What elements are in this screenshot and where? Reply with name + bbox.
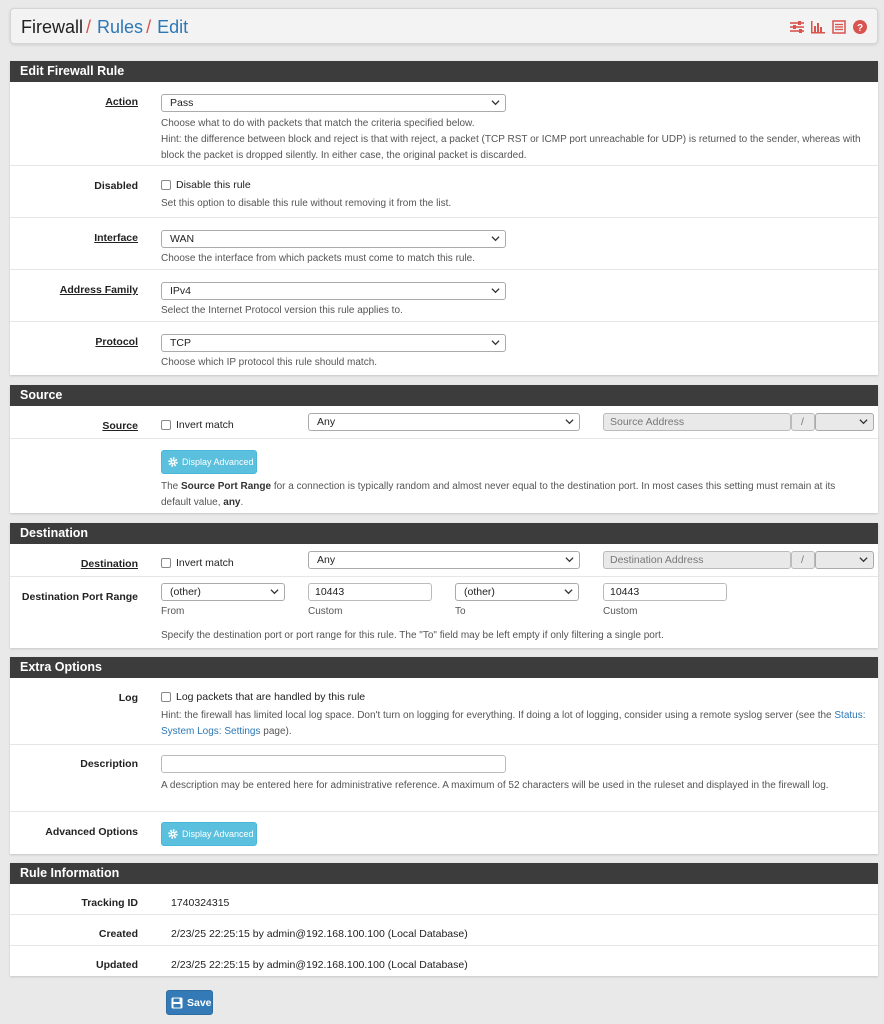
tracking-id-value: 1740324315	[171, 897, 230, 909]
source-panel	[10, 385, 878, 513]
source-row	[10, 406, 878, 439]
custom-caption: Custom	[603, 606, 638, 617]
panel-heading: Edit Firewall Rule	[10, 61, 878, 82]
checkbox-box[interactable]	[161, 692, 171, 702]
disabled-help: Set this option to disable this rule without removing it from the list.	[161, 198, 452, 209]
breadcrumb-separator: /	[146, 17, 152, 37]
interface-help: Choose the interface from which packets must come to match this rule.	[161, 253, 476, 264]
help-text: The	[161, 481, 182, 492]
created-label: Created	[98, 928, 138, 940]
to-caption: To	[455, 606, 466, 617]
created-value: 2/23/25 22:25:15 by admin@192.168.100.100 (Local Database)	[171, 928, 468, 940]
action-select[interactable]	[161, 94, 506, 112]
log-label: Log	[118, 692, 138, 704]
address-family-help: Select the Internet Protocol version this rule applies to.	[161, 305, 403, 316]
protocol-label: Protocol	[95, 336, 138, 348]
action-help	[161, 116, 868, 164]
help-icon[interactable]	[853, 20, 867, 34]
help-bold: any	[223, 497, 241, 508]
protocol-select[interactable]	[161, 334, 506, 352]
address-family-label: Address Family	[59, 284, 138, 296]
gear-icon	[167, 456, 179, 468]
source-type-select[interactable]	[308, 413, 580, 431]
chevron-down-icon	[565, 555, 574, 564]
interface-select[interactable]	[161, 230, 506, 248]
breadcrumb-rules-link[interactable]: Rules	[97, 17, 144, 37]
help-text: page).	[260, 726, 292, 737]
page-header	[10, 8, 878, 44]
action-help-line: Choose what to do with packets that match the criteria specified below.	[161, 118, 475, 129]
help-text: Hint: the firewall has limited local log space. Don't turn on logging for everything. If doing a lot of logging, consider using a remote syslog server (see the	[161, 710, 835, 721]
description-help: A description may be entered here for administrative reference. A maximum of 52 characters will be used in the ruleset and displayed in the firewall log.	[161, 780, 829, 791]
gear-icon	[167, 828, 179, 840]
breadcrumb-separator: /	[86, 17, 92, 37]
button-label: Display Advanced	[182, 457, 254, 467]
disable-rule-checkbox[interactable]	[161, 179, 251, 191]
source-advanced-row	[10, 439, 878, 513]
destination-port-range-row	[10, 577, 878, 648]
checkbox-label: Invert match	[176, 419, 234, 431]
action-hint: Hint: the difference between block and reject is that with reject, a packet (TCP RST or ICMP port unreachable for UDP) is returned to the sender, whereas with block the packet is dropped silently. In either case, the original packet is discarded.	[161, 134, 861, 161]
help-text: for a connection is typically random and almost never equal to the destination port. In most cases this setting must remain at its default value,	[161, 481, 836, 508]
help-bold: Source Port Range	[181, 481, 272, 492]
system-logs-settings-link[interactable]: Status: System Logs: Settings	[161, 710, 866, 737]
chevron-down-icon	[859, 555, 868, 564]
protocol-help: Choose which IP protocol this rule should match.	[161, 357, 378, 368]
action-row	[10, 82, 878, 166]
bar-chart-icon[interactable]	[811, 20, 825, 34]
checkbox-box[interactable]	[161, 558, 171, 568]
port-to-select[interactable]	[455, 583, 579, 601]
interface-row	[10, 218, 878, 270]
extra-display-advanced-button[interactable]	[161, 822, 257, 846]
chevron-down-icon	[491, 234, 500, 243]
button-label: Display Advanced	[182, 829, 254, 839]
updated-row	[10, 946, 878, 976]
address-family-select[interactable]	[161, 282, 506, 300]
custom-caption: Custom	[308, 606, 343, 617]
edit-rule-panel	[10, 61, 878, 375]
chevron-down-icon	[491, 286, 500, 295]
destination-panel	[10, 523, 878, 648]
updated-value: 2/23/25 22:25:15 by admin@192.168.100.100 (Local Database)	[171, 959, 468, 971]
destination-type-value: Any	[317, 554, 336, 566]
created-row	[10, 915, 878, 946]
destination-invert-checkbox[interactable]	[161, 557, 234, 569]
from-caption: From	[161, 606, 185, 617]
panel-heading: Rule Information	[10, 863, 878, 884]
description-input[interactable]	[161, 755, 506, 773]
advanced-options-label: Advanced Options	[45, 826, 138, 838]
breadcrumb-firewall: Firewall	[21, 17, 84, 37]
disabled-row	[10, 166, 878, 218]
port-to-custom-input[interactable]: 10443	[603, 583, 727, 601]
port-from-value: (other)	[170, 586, 201, 598]
destination-mask-select[interactable]	[815, 551, 874, 569]
disabled-label: Disabled	[94, 180, 138, 192]
action-select-value: Pass	[170, 97, 194, 109]
log-checkbox[interactable]	[161, 691, 365, 703]
floppy-disk-icon	[171, 997, 183, 1009]
chevron-down-icon	[565, 417, 574, 426]
destination-port-range-label: Destination Port Range	[21, 591, 138, 603]
chevron-down-icon	[491, 338, 500, 347]
address-family-row	[10, 270, 878, 322]
help-text: .	[240, 497, 244, 508]
source-invert-checkbox[interactable]	[161, 419, 234, 431]
source-mask-select[interactable]	[815, 413, 874, 431]
destination-row	[10, 544, 878, 577]
interface-label: Interface	[94, 232, 138, 244]
source-label: Source	[102, 420, 138, 432]
checkbox-label: Invert match	[176, 557, 234, 569]
checkbox-label: Log packets that are handled by this rule	[176, 691, 366, 703]
breadcrumb	[21, 16, 188, 38]
save-label: Save	[187, 996, 212, 1009]
advanced-options-row	[10, 812, 878, 854]
address-family-select-value: IPv4	[170, 285, 192, 297]
port-from-custom-input[interactable]: 10443	[308, 583, 432, 601]
checkbox-box[interactable]	[161, 420, 171, 430]
tracking-id-label: Tracking ID	[81, 897, 138, 909]
port-from-select[interactable]	[161, 583, 285, 601]
chevron-down-icon	[491, 98, 500, 107]
protocol-row	[10, 322, 878, 375]
tracking-id-row	[10, 884, 878, 915]
chevron-down-icon	[564, 587, 573, 596]
panel-heading: Destination	[10, 523, 878, 544]
panel-heading: Source	[10, 385, 878, 406]
list-icon[interactable]	[832, 20, 846, 34]
source-help	[161, 479, 868, 511]
chevron-down-icon	[270, 587, 279, 596]
destination-port-help: Specify the destination port or port range for this rule. The "To" field may be left empty if only filtering a single port.	[161, 630, 664, 641]
save-button[interactable]	[166, 990, 213, 1015]
sliders-icon[interactable]	[790, 20, 804, 34]
log-help	[161, 708, 868, 740]
extra-options-panel	[10, 657, 878, 854]
chevron-down-icon	[859, 417, 868, 426]
source-type-value: Any	[317, 416, 336, 428]
protocol-select-value: TCP	[170, 337, 191, 349]
action-label: Action	[105, 96, 138, 108]
destination-address-input[interactable]: Destination Address	[603, 551, 791, 569]
destination-slash-addon: /	[791, 551, 815, 569]
interface-select-value: WAN	[170, 233, 195, 245]
source-slash-addon: /	[791, 413, 815, 431]
port-to-value: (other)	[464, 586, 495, 598]
svg-text:?: ?	[856, 23, 864, 34]
destination-label: Destination	[80, 558, 138, 570]
breadcrumb-edit-link[interactable]: Edit	[157, 17, 189, 37]
source-display-advanced-button[interactable]	[161, 450, 257, 474]
panel-heading: Extra Options	[10, 657, 878, 678]
source-address-input[interactable]: Source Address	[603, 413, 791, 431]
checkbox-label: Disable this rule	[176, 179, 251, 191]
description-label: Description	[80, 758, 138, 770]
log-row	[10, 678, 878, 745]
updated-label: Updated	[96, 959, 138, 971]
rule-information-panel	[10, 863, 878, 976]
checkbox-box[interactable]	[161, 180, 171, 190]
destination-type-select[interactable]	[308, 551, 580, 569]
description-row	[10, 745, 878, 812]
